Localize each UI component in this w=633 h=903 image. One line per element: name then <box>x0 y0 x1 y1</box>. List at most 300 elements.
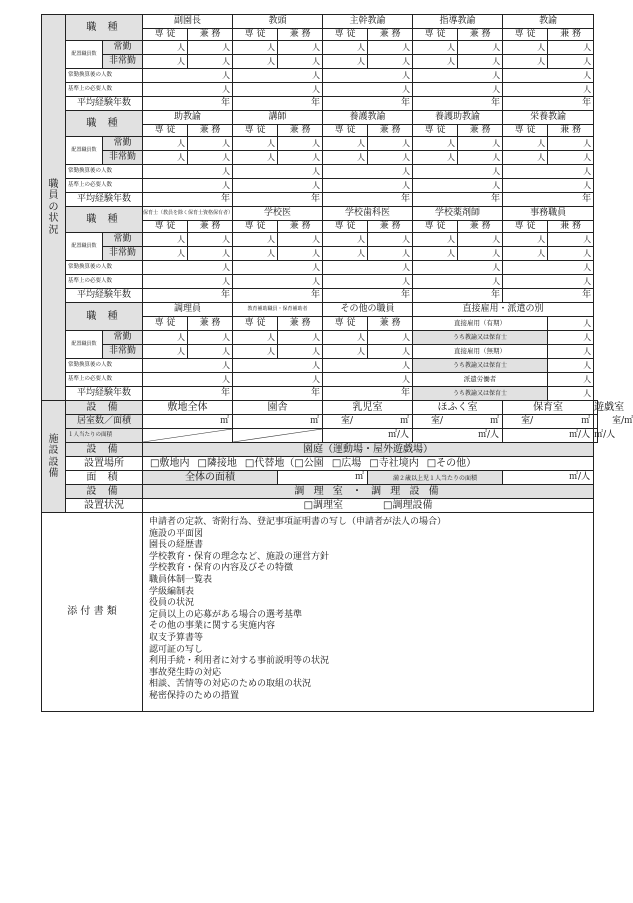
kennin-header: 兼 務 <box>548 125 594 137</box>
garden-header: 園庭（運動場・屋外遊戯場） <box>143 443 594 457</box>
hijokin-label: 非常勤 <box>103 345 143 359</box>
keiken-label: 平均経験年数 <box>66 289 143 303</box>
jokin-senju-input[interactable] <box>413 233 458 247</box>
unit-nin: 人 <box>222 138 231 148</box>
kijun-label: 基準上の必要人数 <box>66 275 143 289</box>
kijun-input[interactable] <box>323 373 413 387</box>
hijokin-senju-input[interactable] <box>323 151 368 165</box>
unit-nin: 人 <box>312 332 321 342</box>
role-header: 保育士（教員を除く保育士資格保有者） <box>143 207 233 221</box>
unit-nin: 人 <box>402 166 411 176</box>
keiken-input[interactable] <box>323 193 413 207</box>
jokin-kennin-input[interactable] <box>458 233 503 247</box>
unit-nin: 人 <box>357 42 366 52</box>
unit-nin: 人 <box>402 42 411 52</box>
kijun-input[interactable] <box>233 373 323 387</box>
kansan-input[interactable] <box>503 69 594 83</box>
hijokin-kennin-input[interactable] <box>458 247 503 261</box>
unit-nin: 人 <box>267 346 276 356</box>
hijokin-senju-input[interactable] <box>233 247 278 261</box>
location-checkbox[interactable]: □その他） <box>426 457 477 469</box>
jokin-label: 常勤 <box>103 41 143 55</box>
section-staff-text: 職員の状況 <box>48 178 59 236</box>
hijokin-kennin-input[interactable] <box>548 151 594 165</box>
kitchen-text: 調 理 室 ・ 調 理 設 備 <box>294 485 442 497</box>
keiken-input[interactable] <box>143 97 233 111</box>
kennin-header: 兼 務 <box>548 221 594 233</box>
jokin-senju-input[interactable] <box>143 233 188 247</box>
unit-nin: 人 <box>267 138 276 148</box>
hijokin-senju-input[interactable] <box>323 345 368 359</box>
kansan-input[interactable] <box>503 165 594 179</box>
kansan-input[interactable] <box>323 69 413 83</box>
jokin-senju-input[interactable] <box>143 331 188 345</box>
unit-nin: 人 <box>177 56 185 66</box>
kitchen-room-checkbox[interactable]: □調理室 <box>303 499 344 511</box>
jokin-label: 常勤 <box>103 233 143 247</box>
attachment-item: 相談、苦情等の対応のための取組の状況 <box>149 679 312 690</box>
kansan-input[interactable] <box>323 261 413 275</box>
unit-nin: 人 <box>267 332 276 342</box>
keiken-input[interactable] <box>233 97 323 111</box>
role-header: 学校医 <box>233 207 323 221</box>
diagonal-slash-icon <box>233 429 322 442</box>
unit-m2: ㎡ <box>581 416 591 426</box>
keiken-input[interactable] <box>503 193 594 207</box>
unit-nin: 人 <box>492 262 501 272</box>
jokin-kennin-input[interactable] <box>188 41 233 55</box>
room-area-input[interactable] <box>503 415 594 429</box>
hijokin-kennin-input[interactable] <box>188 345 233 359</box>
direct-row-label: うち教諭又は保育士 <box>413 331 548 345</box>
hijokin-kennin-input[interactable] <box>368 151 413 165</box>
hijokin-kennin-input[interactable] <box>188 55 233 69</box>
keiken-input[interactable] <box>323 289 413 303</box>
attachments-section <box>42 513 598 712</box>
role-header: 養護教諭 <box>323 111 413 125</box>
hijokin-kennin-input[interactable] <box>188 151 233 165</box>
direct-row-input[interactable] <box>548 331 594 345</box>
location-checkbox[interactable]: □代替地（□公園 <box>244 457 324 469</box>
unit-nin: 人 <box>312 166 321 176</box>
jokin-senju-input[interactable] <box>413 41 458 55</box>
hijokin-senju-input[interactable] <box>143 247 188 261</box>
kansan-input[interactable] <box>233 261 323 275</box>
keiken-input[interactable] <box>413 193 503 207</box>
unit-nin: 人 <box>447 234 456 244</box>
facility-row <box>42 429 598 443</box>
keiken-input[interactable] <box>323 387 413 401</box>
hijokin-kennin-input[interactable] <box>368 55 413 69</box>
hijokin-kennin-input[interactable] <box>188 247 233 261</box>
unit-nin: 人 <box>357 346 366 356</box>
hijokin-kennin-input[interactable] <box>458 55 503 69</box>
kansan-input[interactable] <box>143 69 233 83</box>
kansan-input[interactable] <box>233 69 323 83</box>
keiken-input[interactable] <box>143 387 233 401</box>
hijokin-senju-input[interactable] <box>413 247 458 261</box>
senju-header: 専 従 <box>143 317 188 331</box>
area-child-text: 満２歳以上児１人当たりの面積 <box>393 474 478 482</box>
unit-nin: 人 <box>583 346 592 356</box>
unit-nin: 人 <box>222 56 231 66</box>
facility-row <box>42 471 598 485</box>
unit-nin: 人 <box>583 56 592 66</box>
kijun-input[interactable] <box>413 179 503 193</box>
jokin-senju-input[interactable] <box>323 41 368 55</box>
unit-room: 室/ <box>341 416 354 426</box>
jokin-kennin-input[interactable] <box>368 233 413 247</box>
staff-row <box>42 165 598 179</box>
kitchen-header <box>143 485 594 499</box>
kijun-input[interactable] <box>143 83 233 97</box>
unit-nin: 人 <box>537 138 546 148</box>
kijun-input[interactable] <box>323 83 413 97</box>
unit-nin: 人 <box>312 70 321 80</box>
unit-nin: 人 <box>177 152 185 162</box>
attachment-item: 役員の状況 <box>149 598 195 609</box>
kijun-input[interactable] <box>233 83 323 97</box>
kijun-input[interactable] <box>143 275 233 289</box>
kijun-input[interactable] <box>143 373 233 387</box>
jokin-senju-input[interactable] <box>233 233 278 247</box>
unit-nin: 人 <box>402 70 411 80</box>
unit-nin: 人 <box>267 152 276 162</box>
area-child-input[interactable] <box>503 471 594 485</box>
unit-nin: 人 <box>402 152 411 162</box>
room-area-input[interactable] <box>413 415 503 429</box>
kennin-header: 兼 務 <box>278 125 323 137</box>
unit-room: 室/ <box>521 416 534 426</box>
keiken-input[interactable] <box>503 289 594 303</box>
hijokin-kennin-input[interactable] <box>278 345 323 359</box>
jokin-kennin-input[interactable] <box>278 41 323 55</box>
kansan-label: 常勤換算後の人数 <box>66 165 143 179</box>
hijokin-senju-input[interactable] <box>503 55 548 69</box>
unit-m2-per: ㎡/人 <box>569 430 591 440</box>
senju-header: 専 従 <box>143 29 188 41</box>
location-checkbox[interactable]: □広場 <box>331 457 362 469</box>
unit-nin: 人 <box>402 234 411 244</box>
per-person-input[interactable] <box>413 429 503 443</box>
role-header: 学校薬剤師 <box>413 207 503 221</box>
shokushu-label: 職 種 <box>66 207 143 233</box>
per-person-input[interactable] <box>594 429 616 443</box>
kijun-input[interactable] <box>143 179 233 193</box>
keiken-input[interactable] <box>413 97 503 111</box>
keiken-input[interactable] <box>233 193 323 207</box>
hijokin-kennin-input[interactable] <box>458 151 503 165</box>
unit-nin: 人 <box>583 248 592 258</box>
kitchen-equipment-checkbox[interactable]: □調理設備 <box>383 499 433 511</box>
direct-row-input[interactable] <box>548 373 594 387</box>
kansan-input[interactable] <box>413 261 503 275</box>
hijokin-kennin-input[interactable] <box>368 345 413 359</box>
kijun-input[interactable] <box>503 179 594 193</box>
direct-row-label: 派遣労働者 <box>413 373 548 387</box>
hijokin-senju-input[interactable] <box>143 55 188 69</box>
hijokin-senju-input[interactable] <box>323 247 368 261</box>
jokin-kennin-input[interactable] <box>278 137 323 151</box>
unit-nen: 年 <box>311 98 321 108</box>
hijokin-kennin-input[interactable] <box>278 151 323 165</box>
facility-col-header: 乳児室 <box>323 401 413 415</box>
kansan-input[interactable] <box>503 261 594 275</box>
status-label: 設置状況 <box>66 499 143 513</box>
per-person-na <box>233 429 323 443</box>
unit-nin: 人 <box>222 374 231 384</box>
area-label: 面 積 <box>66 471 143 485</box>
unit-m2: ㎡ <box>624 416 633 426</box>
senju-header: 専 従 <box>323 125 368 137</box>
hijokin-senju-input[interactable] <box>143 151 188 165</box>
direct-row-input[interactable] <box>548 345 594 359</box>
unit-nen: 年 <box>311 194 321 204</box>
unit-nin: 人 <box>222 152 231 162</box>
unit-nen: 年 <box>491 290 501 300</box>
kansan-input[interactable] <box>233 359 323 373</box>
unit-nin: 人 <box>583 180 592 190</box>
jokin-kennin-input[interactable] <box>188 331 233 345</box>
keiken-input[interactable] <box>323 97 413 111</box>
senju-header: 専 従 <box>233 29 278 41</box>
location-checkbox[interactable]: □隣接地 <box>197 457 237 469</box>
room-area-input[interactable] <box>233 415 323 429</box>
senju-header: 専 従 <box>413 29 458 41</box>
hijokin-senju-input[interactable] <box>503 151 548 165</box>
unit-nin: 人 <box>583 262 592 272</box>
kansan-input[interactable] <box>143 359 233 373</box>
unit-nin: 人 <box>222 180 231 190</box>
unit-nin: 人 <box>402 276 411 286</box>
haichi-label: 配置職員数 <box>66 41 103 69</box>
unit-nin: 人 <box>357 152 366 162</box>
kijun-input[interactable] <box>323 275 413 289</box>
unit-nin: 人 <box>312 276 321 286</box>
jokin-senju-input[interactable] <box>503 41 548 55</box>
unit-nin: 人 <box>267 234 276 244</box>
jokin-senju-input[interactable] <box>323 331 368 345</box>
kennin-header: 兼 務 <box>188 29 233 41</box>
jokin-kennin-input[interactable] <box>458 41 503 55</box>
unit-nin: 人 <box>537 152 546 162</box>
attachment-item: 申請者の定款、寄附行為、登記事項証明書の写し（申請者が法人の場合） <box>149 517 447 527</box>
unit-nen: 年 <box>582 290 592 300</box>
hijokin-senju-input[interactable] <box>503 247 548 261</box>
kansan-input[interactable] <box>233 165 323 179</box>
kansan-input[interactable] <box>413 69 503 83</box>
location-checkbox[interactable]: □敷地内 <box>150 457 190 469</box>
area-total-input[interactable] <box>278 471 368 485</box>
facility-row <box>42 499 598 513</box>
direct-row-input[interactable] <box>548 359 594 373</box>
hijokin-kennin-input[interactable] <box>368 247 413 261</box>
hijokin-senju-input[interactable] <box>413 55 458 69</box>
kijun-input[interactable] <box>413 275 503 289</box>
jokin-kennin-input[interactable] <box>458 137 503 151</box>
staff-row <box>42 387 598 401</box>
staff-row <box>42 359 598 373</box>
jokin-kennin-input[interactable] <box>278 233 323 247</box>
kijun-input[interactable] <box>503 83 594 97</box>
setsubi-label-3: 設 備 <box>66 485 143 499</box>
unit-nin: 人 <box>402 56 411 66</box>
room-area-label: 居室数／面積 <box>66 415 143 429</box>
staff-row <box>42 83 598 97</box>
senju-header: 専 従 <box>233 125 278 137</box>
role-header: 調理員 <box>143 303 233 317</box>
unit-nin: 人 <box>402 360 411 370</box>
unit-nin: 人 <box>492 180 501 190</box>
kijun-input[interactable] <box>323 179 413 193</box>
jokin-kennin-input[interactable] <box>548 41 594 55</box>
hijokin-senju-input[interactable] <box>233 151 278 165</box>
jokin-senju-input[interactable] <box>143 137 188 151</box>
keiken-input[interactable] <box>143 193 233 207</box>
jokin-kennin-input[interactable] <box>368 331 413 345</box>
unit-nin: 人 <box>492 138 501 148</box>
unit-nin: 人 <box>402 84 411 94</box>
direct-row-input[interactable] <box>548 317 594 331</box>
senju-header: 専 従 <box>233 221 278 233</box>
kansan-input[interactable] <box>143 165 233 179</box>
unit-nen: 年 <box>491 98 501 108</box>
kijun-input[interactable] <box>413 83 503 97</box>
hijokin-kennin-input[interactable] <box>548 247 594 261</box>
role-header: 教育補助職員・保育補助者 <box>233 303 323 317</box>
jokin-kennin-input[interactable] <box>188 233 233 247</box>
room-area-input[interactable] <box>323 415 413 429</box>
jokin-kennin-input[interactable] <box>548 233 594 247</box>
unit-nin: 人 <box>537 56 546 66</box>
role-header: その他の職員 <box>323 303 413 317</box>
per-person-input[interactable] <box>503 429 594 443</box>
unit-nin: 人 <box>312 360 321 370</box>
kennin-header: 兼 務 <box>548 29 594 41</box>
unit-nin: 人 <box>583 360 592 370</box>
unit-m2: ㎡ <box>355 472 365 482</box>
hijokin-kennin-input[interactable] <box>548 55 594 69</box>
unit-nin: 人 <box>583 234 592 244</box>
kijun-input[interactable] <box>233 275 323 289</box>
role-header: 副園長 <box>143 15 233 29</box>
per-person-input[interactable] <box>323 429 413 443</box>
unit-nin: 人 <box>222 360 231 370</box>
unit-nin: 人 <box>222 276 231 286</box>
unit-nin: 人 <box>402 248 411 258</box>
staff-row <box>42 303 598 317</box>
room-area-input[interactable] <box>594 415 633 429</box>
unit-nin: 人 <box>222 248 231 258</box>
unit-nin: 人 <box>492 248 501 258</box>
keiken-input[interactable] <box>233 387 323 401</box>
area-total-label: 全体の面積 <box>143 471 278 485</box>
jokin-kennin-input[interactable] <box>368 137 413 151</box>
hijokin-senju-input[interactable] <box>233 345 278 359</box>
unit-nin: 人 <box>222 332 231 342</box>
hijokin-senju-input[interactable] <box>323 55 368 69</box>
kansan-input[interactable] <box>143 261 233 275</box>
jokin-senju-input[interactable] <box>503 233 548 247</box>
kijun-input[interactable] <box>233 179 323 193</box>
attachment-item: 学校教育・保育の理念など、施設の運営方針 <box>149 551 330 562</box>
hijokin-kennin-input[interactable] <box>278 55 323 69</box>
kansan-label: 常勤換算後の人数 <box>66 261 143 275</box>
unit-nin: 人 <box>583 374 592 384</box>
jokin-kennin-input[interactable] <box>188 137 233 151</box>
jokin-senju-input[interactable] <box>143 41 188 55</box>
hijokin-senju-input[interactable] <box>413 151 458 165</box>
kennin-header: 兼 務 <box>368 125 413 137</box>
kansan-input[interactable] <box>323 165 413 179</box>
kansan-input[interactable] <box>413 165 503 179</box>
location-checkbox[interactable]: □寺社境内 <box>369 457 419 469</box>
unit-nen: 年 <box>582 98 592 108</box>
facility-col-header: 保育室 <box>503 401 594 415</box>
keiken-input[interactable] <box>413 289 503 303</box>
unit-nin: 人 <box>402 138 411 148</box>
keiken-input[interactable] <box>503 97 594 111</box>
keiken-input[interactable] <box>233 289 323 303</box>
jokin-senju-input[interactable] <box>233 331 278 345</box>
facility-col-header: 遊戯室 <box>594 401 625 413</box>
direct-row-label: うち教諭又は保育士 <box>413 387 548 401</box>
senju-header: 専 従 <box>143 221 188 233</box>
jokin-senju-input[interactable] <box>323 233 368 247</box>
direct-row-input[interactable] <box>548 387 594 401</box>
jokin-label: 常勤 <box>103 331 143 345</box>
hijokin-kennin-input[interactable] <box>278 247 323 261</box>
unit-nin: 人 <box>492 84 501 94</box>
attachment-item: 施設の平面図 <box>149 528 204 539</box>
role-header: 指導教諭 <box>413 15 503 29</box>
jokin-senju-input[interactable] <box>233 41 278 55</box>
jokin-label: 常勤 <box>103 137 143 151</box>
unit-nin: 人 <box>357 234 366 244</box>
unit-nin: 人 <box>267 56 276 66</box>
jokin-kennin-input[interactable] <box>368 41 413 55</box>
jokin-kennin-input[interactable] <box>548 137 594 151</box>
kansan-input[interactable] <box>323 359 413 373</box>
staff-row <box>42 151 598 165</box>
keiken-input[interactable] <box>143 289 233 303</box>
jokin-senju-input[interactable] <box>323 137 368 151</box>
room-area-input[interactable] <box>143 415 233 429</box>
unit-nin: 人 <box>312 262 321 272</box>
kijun-input[interactable] <box>503 275 594 289</box>
jokin-kennin-input[interactable] <box>278 331 323 345</box>
unit-nin: 人 <box>312 42 321 52</box>
jokin-senju-input[interactable] <box>413 137 458 151</box>
attachment-item: 園長の経歴書 <box>149 540 204 551</box>
keiken-label: 平均経験年数 <box>66 387 143 401</box>
kennin-header: 兼 務 <box>278 317 323 331</box>
unit-nin: 人 <box>312 56 321 66</box>
jokin-senju-input[interactable] <box>233 137 278 151</box>
haichi-label: 配置職員数 <box>66 331 103 359</box>
unit-nin: 人 <box>583 70 592 80</box>
hijokin-senju-input[interactable] <box>233 55 278 69</box>
hijokin-senju-input[interactable] <box>143 345 188 359</box>
senju-header: 専 従 <box>503 125 548 137</box>
facility-row <box>42 401 598 415</box>
unit-nin: 人 <box>177 138 185 148</box>
attachment-item: 収支予算書等 <box>149 632 204 643</box>
kennin-header: 兼 務 <box>278 29 323 41</box>
jokin-senju-input[interactable] <box>503 137 548 151</box>
section-facility-text: 施設設備 <box>48 433 59 479</box>
unit-nin: 人 <box>492 70 501 80</box>
